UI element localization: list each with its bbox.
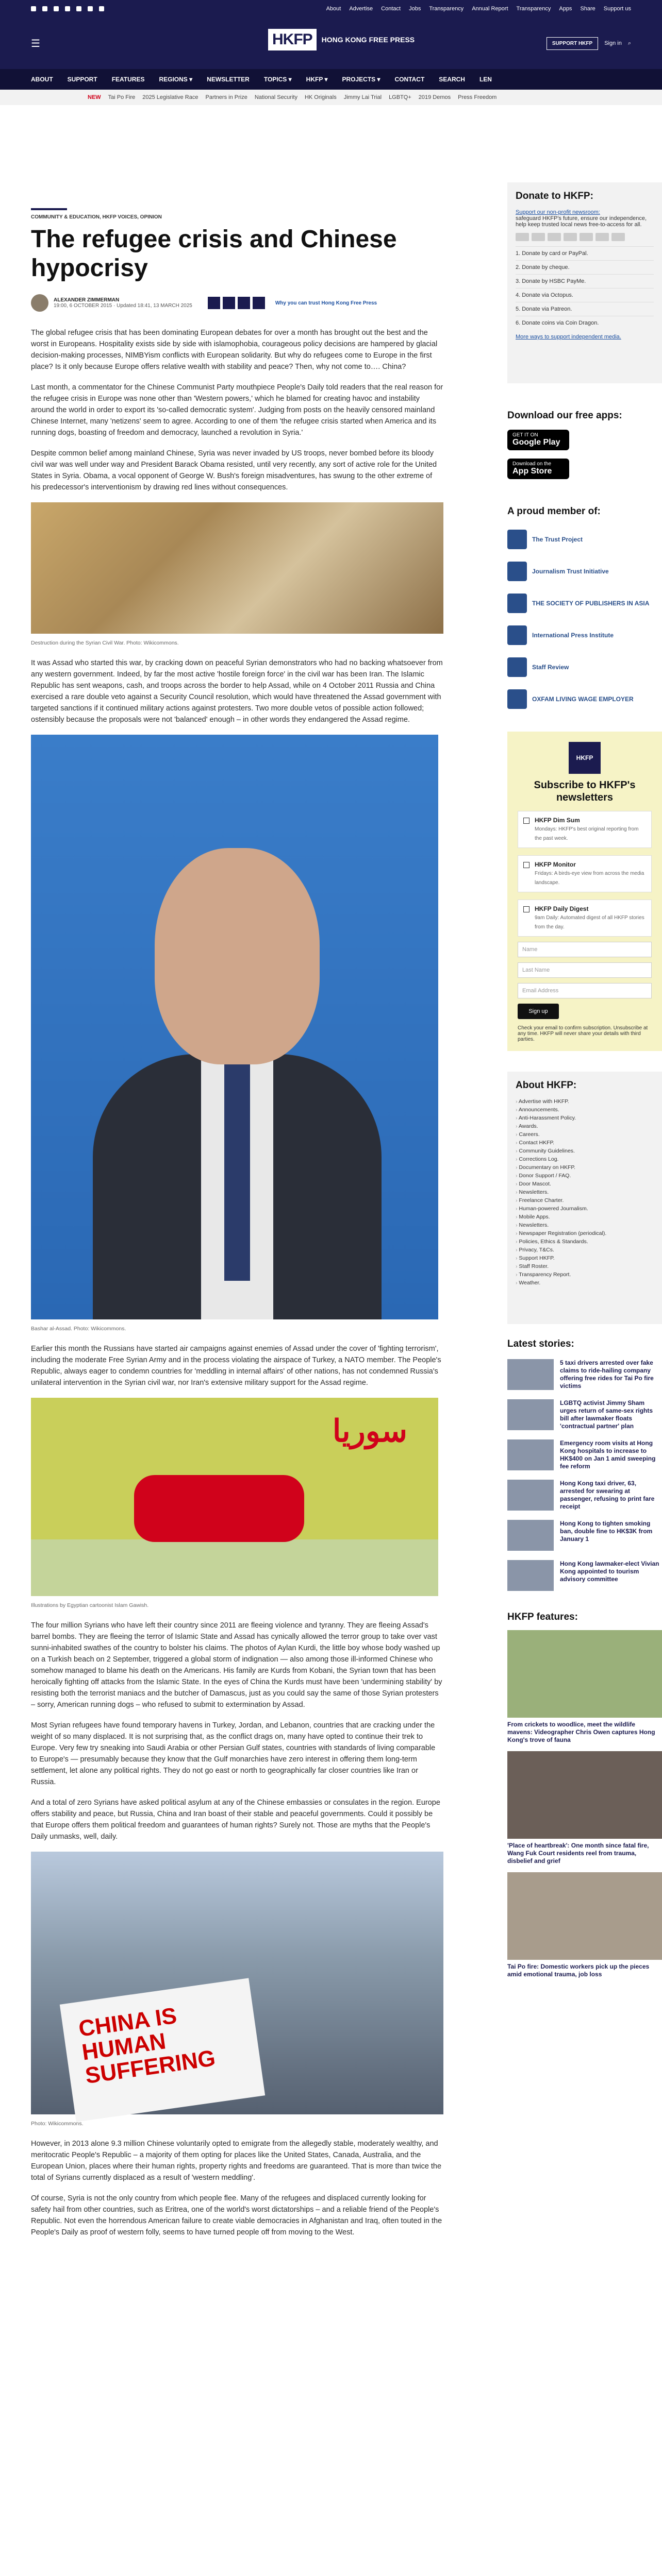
about-link[interactable]: › Human-powered Journalism. <box>516 1205 654 1213</box>
donate-option[interactable]: 1. Donate by card or PayPal. <box>516 246 654 260</box>
newsletter-box <box>507 732 662 1051</box>
member-section <box>507 506 662 709</box>
about-link[interactable]: › Support HKFP. <box>516 1254 654 1262</box>
checkbox[interactable] <box>523 862 529 868</box>
share-email-icon[interactable] <box>253 297 265 309</box>
last-name-input[interactable]: Last Name <box>518 962 652 978</box>
octopus-icon <box>595 233 609 241</box>
paragraph: Most Syrian refugees have found temporary havens in Turkey, Jordan, and Lebanon, countries that are cracking under the weight of so many displaced. It is not surprising that, as the conflict drags on, many have opted to continue their trek to Europe. Very few try sneaking into Saudi Arabia or other Persian Gulf states, countries with standards of living comparable to Europe's — presumably because they know that the Gulf monarchies have zero interest in offering them long-term settlement, let alone any political rights. They do not go east or north to geographically far closer countries like Iran or Russia. <box>31 1721 436 1786</box>
newsletter-desc: Fridays: A birds-eye view from across the media landscape. <box>535 871 644 886</box>
trending-item[interactable]: LGBTQ+ <box>389 94 411 100</box>
trust-link[interactable]: Why you can trust Hong Kong Free Press <box>275 300 377 306</box>
article-body <box>31 327 443 2238</box>
app-store-small: Download on the <box>512 461 552 467</box>
photo-caption: Destruction during the Syrian Civil War. Photo: Wikicommons. <box>31 640 179 646</box>
youtube-icon[interactable] <box>65 6 70 11</box>
share-facebook-icon[interactable] <box>208 297 220 309</box>
newsletter-option[interactable] <box>518 811 652 848</box>
member-title: A proud member of: <box>507 506 601 517</box>
linkedin-icon[interactable] <box>76 6 81 11</box>
photo-caption: Illustrations by Egyptian cartoonist Islam Gawish. <box>31 1602 149 1608</box>
story-title[interactable]: Hong Kong taxi driver, 63, arrested for swearing at passenger, refusing to print fare receipt <box>560 1480 655 1510</box>
photo-caption: Photo: Wikicommons. <box>31 2121 84 2127</box>
newsletter-desc: 9am Daily: Automated digest of all HKFP stories from the day. <box>535 915 644 930</box>
about-link[interactable]: › Policies, Ethics & Standards. <box>516 1238 654 1246</box>
member-label: Journalism Trust Initiative <box>532 568 609 575</box>
about-title: About HKFP: <box>516 1080 577 1091</box>
title-rule <box>31 208 67 210</box>
top-link[interactable]: Share <box>580 6 595 12</box>
about-link[interactable]: › Privacy, T&Cs. <box>516 1246 654 1254</box>
paragraph: It was Assad who started this war, by cracking down on peaceful Syrian demonstrators who had no backing whatsoever from any western government. Indeed, by far the most active 'hostile foreign force' in the civil war has been Iran. The Islamic Republic has sent weapons, cash, and troops across the border to help Assad, while on 4 October 2011 Russia and China exercised a rare double veto against a Security Council resolution, which would have threatened the Assad government with targeted sanctions if it continued military actions against protesters. Two more double vetos of possible action followed; ostensibly because the proposals were not 'balanced' enough – in other words they endangered the Assad regime. <box>31 659 443 724</box>
about-link[interactable]: › Newsletters. <box>516 1221 654 1229</box>
trending-item[interactable]: HK Originals <box>304 94 337 100</box>
donate-text: safeguard HKFP's future, ensure our independence, help keep trusted local news free-to-access for all. <box>516 215 647 228</box>
trending-label: NEW <box>88 94 101 100</box>
about-list <box>516 1097 654 1287</box>
nav-item[interactable]: CONTACT <box>394 76 425 83</box>
trending-item[interactable]: Press Freedom <box>458 94 497 100</box>
member-logo[interactable] <box>507 625 662 645</box>
member-label: THE SOCIETY OF PUBLISHERS IN ASIA <box>532 600 650 607</box>
trending-item[interactable]: 2025 Legislative Race <box>142 94 198 100</box>
feature-image <box>507 1751 662 1839</box>
about-link[interactable]: › Advertise with HKFP. <box>516 1097 654 1106</box>
about-link[interactable]: › Community Guidelines. <box>516 1147 654 1155</box>
paragraph: Earlier this month the Russians have started air campaigns against enemies of Assad under the cover of 'fighting terrorism', including the moderate Free Syrian Army and in the process violating the airspace of Turkey, a NATO member. The People's Republic, always eager to condemn countries for 'meddling in internal affairs' of other nations, has not condemned Russia's unilateral intervention in the Syrian civil war, nor Iran's extensive military support for the Assad regime. <box>31 1345 441 1387</box>
about-link[interactable]: › Announcements. <box>516 1106 654 1114</box>
member-label: The Trust Project <box>532 536 583 543</box>
top-link[interactable]: Apps <box>559 6 572 12</box>
about-link[interactable]: › Donor Support / FAQ. <box>516 1172 654 1180</box>
member-label: International Press Institute <box>532 632 614 639</box>
nav-item[interactable]: ABOUT <box>31 76 53 83</box>
story-item[interactable] <box>507 1480 662 1511</box>
donate-option[interactable]: 2. Donate by cheque. <box>516 260 654 274</box>
story-thumbnail <box>507 1399 554 1430</box>
payme-icon <box>580 233 593 241</box>
payment-icons <box>516 233 654 241</box>
top-bar <box>0 0 662 18</box>
story-title[interactable]: 5 taxi drivers arrested over fake claims to ride-hailing company offering free rides for Tai Po fire victims <box>560 1359 654 1389</box>
header-actions <box>547 37 631 50</box>
newsletter-note: Check your email to confirm subscription. Unsubscribe at any time. HKFP will never share your details with third parties. <box>518 1025 648 1042</box>
sopa-icon <box>507 594 527 613</box>
story-thumbnail <box>507 1480 554 1511</box>
visa-icon <box>516 233 529 241</box>
google-play-button[interactable] <box>507 430 569 450</box>
trust-project-icon <box>507 530 527 549</box>
paragraph: Last month, a commentator for the Chinese Communist Party mouthpiece People's Daily told readers that the real reason for the refugee crisis in Europe was none other than 'Western powers,' which he blamed for creating havoc and instability around the world in order to export its 'so-called democratic system'. Judging from posts on the heavily censored mainland Chinese Internet, many 'netizens' seem to agree. According to one of them 'the refugee crisis started when America and its running dogs, boasting of freedom and democracy, launched a revolution in Syria.' <box>31 383 443 437</box>
google-play-label: Google Play <box>512 438 560 447</box>
newsletter-desc: Mondays: HKFP's best original reporting from the past week. <box>535 826 639 841</box>
email-input[interactable]: Email Address <box>518 983 652 998</box>
cartoon-illustration <box>31 1398 438 1596</box>
about-link[interactable]: › Contact HKFP. <box>516 1139 654 1147</box>
amex-icon <box>548 233 561 241</box>
feature-item[interactable] <box>507 1751 662 1865</box>
member-label: Staff Review <box>532 664 569 671</box>
social-icons <box>31 6 104 11</box>
member-logo[interactable] <box>507 689 662 709</box>
nav-item[interactable]: LEN <box>479 76 492 83</box>
ipi-icon <box>507 625 527 645</box>
nav-item[interactable]: FEATURES <box>111 76 145 83</box>
app-store-label: App Store <box>512 467 552 476</box>
about-link[interactable]: › Transparency Report. <box>516 1270 654 1279</box>
photo-face <box>155 848 320 1064</box>
feature-title[interactable]: From crickets to woodlice, meet the wildlife mavens: Videographer Chris Owen captures Hong Kong's trove of fauna <box>507 1721 655 1743</box>
about-link[interactable]: › Freelance Charter. <box>516 1196 654 1205</box>
about-box <box>507 1072 662 1324</box>
about-link[interactable]: › Mobile Apps. <box>516 1213 654 1221</box>
jti-icon <box>507 562 527 581</box>
donate-link[interactable]: Support our non-profit newsroom: <box>516 209 600 215</box>
story-item[interactable] <box>507 1439 662 1470</box>
story-thumbnail <box>507 1439 554 1470</box>
protest-sign: CHINA IS HUMAN SUFFERING <box>60 1978 265 2122</box>
about-link[interactable]: › Careers. <box>516 1130 654 1139</box>
member-logo[interactable] <box>507 530 662 549</box>
trending-item[interactable]: 2019 Demos <box>418 94 451 100</box>
instagram-icon[interactable] <box>54 6 59 11</box>
mastercard-icon <box>532 233 545 241</box>
story-title[interactable]: Emergency room visits at Hong Kong hospitals to increase to HK$400 on Jan 1 amid sweeping fee reform <box>560 1439 656 1470</box>
nav-item[interactable]: SEARCH <box>439 76 465 83</box>
newsletter-logo: HKFP <box>569 742 601 774</box>
about-link[interactable]: › Staff Roster. <box>516 1262 654 1270</box>
logo-box: HKFP <box>268 29 317 50</box>
feature-title[interactable]: 'Place of heartbreak': One month since fatal fire, Wang Fuk Court residents reel from trauma, disbelief and grief <box>507 1842 649 1865</box>
signup-button[interactable]: Sign up <box>518 1004 559 1019</box>
article <box>31 105 443 2247</box>
nav-item[interactable]: PROJECTS ▾ <box>342 76 380 83</box>
apps-section <box>507 410 662 479</box>
top-links <box>114 6 631 12</box>
paragraph: The global refugee crisis that has been dominating European debates for over a month has brought out the best and the worst in Europeans. Hospitality exists side by side with islamophobia, courageous policy decisions are hampered by glacial decision-making processes, NIMBYism conflicts with European solidarity. But why do refugees come to Europe in the first place? Is it only because Europe offers relative wealth with stability and peace? Then, why not come to…. China? <box>31 329 438 371</box>
telegram-icon[interactable] <box>88 6 93 11</box>
member-logo[interactable] <box>507 657 662 677</box>
trending-item[interactable]: Tai Po Fire <box>108 94 136 100</box>
feature-item[interactable] <box>507 1872 662 1978</box>
about-link[interactable]: › Door Mascot. <box>516 1180 654 1188</box>
checkbox[interactable] <box>523 818 529 824</box>
signin-link[interactable]: Sign in <box>604 40 622 46</box>
latest-stories <box>507 1338 662 1591</box>
top-link[interactable]: About <box>326 6 341 12</box>
top-link[interactable]: Transparency <box>429 6 464 12</box>
feature-title[interactable]: Tai Po fire: Domestic workers pick up the pieces amid emotional trauma, job loss <box>507 1963 650 1978</box>
story-item[interactable] <box>507 1359 662 1390</box>
twitter-icon[interactable] <box>42 6 47 11</box>
top-link[interactable]: Transparency <box>516 6 551 12</box>
story-title[interactable]: Hong Kong lawmaker-elect Vivian Kong appointed to tourism advisory committee <box>560 1560 659 1583</box>
trending-item[interactable]: Jimmy Lai Trial <box>343 94 382 100</box>
sidebar <box>507 105 662 2247</box>
apps-title: Download our free apps: <box>507 410 622 421</box>
author-avatar <box>31 294 48 312</box>
about-link[interactable]: › Weather. <box>516 1279 654 1287</box>
story-item[interactable] <box>507 1520 662 1551</box>
member-label: OXFAM LIVING WAGE EMPLOYER <box>532 696 634 703</box>
checkbox[interactable] <box>523 906 529 912</box>
feature-image <box>507 1872 662 1960</box>
rss-icon[interactable] <box>99 6 104 11</box>
about-link[interactable]: › Awards. <box>516 1122 654 1130</box>
newsletter-name: HKFP Daily Digest <box>535 905 589 912</box>
author-name[interactable]: ALEXANDER ZIMMERMAN <box>54 297 120 303</box>
about-link[interactable]: › Corrections Log. <box>516 1155 654 1163</box>
nav-item[interactable]: REGIONS ▾ <box>159 76 193 83</box>
patreon-icon <box>611 233 625 241</box>
facebook-icon[interactable] <box>31 6 36 11</box>
donate-option[interactable]: 4. Donate via Octopus. <box>516 288 654 302</box>
top-link[interactable]: Annual Report <box>472 6 508 12</box>
about-link[interactable]: › Documentary on HKFP. <box>516 1163 654 1172</box>
article-date: 19:00, 6 OCTOBER 2015 · Updated 18:41, 13 MARCH 2025 <box>54 303 192 309</box>
staff-review-icon <box>507 657 527 677</box>
cartoon-child <box>134 1475 304 1542</box>
article-title: The refugee crisis and Chinese hypocrisy <box>31 226 397 282</box>
support-button[interactable]: SUPPORT HKFP <box>547 37 598 50</box>
story-item[interactable] <box>507 1560 662 1591</box>
app-store-button[interactable] <box>507 459 569 479</box>
member-logo[interactable] <box>507 562 662 581</box>
paragraph: Of course, Syria is not the only country from which people flee. Many of the refugees and displaced currently looking for safety hail from other countries, such as Eritrea, one of the world's worst dictatorships – and a reliable friend of the People's Republic. Not even the horrendous American failure to create viable democracies in Afghanistan and Iraq, often touted in the People's Daily as proof of western folly, seems to have turned people off from moving to the West. <box>31 2194 442 2236</box>
share-twitter-icon[interactable] <box>223 297 235 309</box>
share-buttons <box>208 297 265 309</box>
cartoon-sea <box>31 1539 438 1596</box>
nav-item[interactable]: SUPPORT <box>67 76 97 83</box>
about-link[interactable]: › Newsletters. <box>516 1188 654 1196</box>
story-title[interactable]: Hong Kong to tighten smoking ban, double fine to HK$3K from January 1 <box>560 1520 653 1543</box>
donate-option[interactable]: 6. Donate coins via Coin Dragon. <box>516 316 654 330</box>
syria-destruction-photo <box>31 502 443 634</box>
trending-item[interactable]: Partners in Prize <box>205 94 247 100</box>
donate-title: Donate to HKFP: <box>516 191 593 201</box>
newsletter-option[interactable] <box>518 900 652 937</box>
site-logo[interactable] <box>268 29 415 50</box>
donate-option[interactable]: 5. Donate via Patreon. <box>516 302 654 316</box>
paypal-icon <box>564 233 577 241</box>
donate-more-link[interactable]: More ways to support independent media. <box>516 334 621 340</box>
photo-caption: Bashar al-Assad. Photo: Wikicommons. <box>31 1326 126 1332</box>
article-category[interactable]: COMMUNITY & EDUCATION, HKFP VOICES, OPINION <box>31 214 162 220</box>
nav-item[interactable]: TOPICS ▾ <box>263 76 292 83</box>
paragraph: And a total of zero Syrians have asked political asylum at any of the Chinese embassies or consulates in the region. Europe offers stability and peace, but Russia, China and Iran boast of their stable and peaceful governments. Could it possibly be that Europe offers them political freedom and guarantees of human rights? Surely not. Those are myths that the People's Daily unmasks, well, daily. <box>31 1799 440 1841</box>
about-link[interactable]: › Newspaper Registration (periodical). <box>516 1229 654 1238</box>
top-link[interactable]: Advertise <box>349 6 373 12</box>
google-play-small: GET IT ON <box>512 432 538 438</box>
donate-box <box>507 182 662 383</box>
features-title: HKFP features: <box>507 1612 578 1622</box>
story-thumbnail <box>507 1520 554 1551</box>
story-thumbnail <box>507 1560 554 1591</box>
top-link[interactable]: Contact <box>381 6 401 12</box>
paragraph: However, in 2013 alone 9.3 million Chinese voluntarily opted to emigrate from the allegedly stable, moderately wealthy, and meritocratic People's Republic – a majority of them opting for places like the United States, Canada, Australia, and the European Union, places where their human rights, property rights and freedoms are guaranteed. That is more than twice the total of Syrians currently displaced as a result of 'western meddling'. <box>31 2140 442 2182</box>
byline <box>31 294 443 312</box>
cartoon-text: سوريا <box>332 1414 407 1448</box>
site-header <box>0 18 662 69</box>
share-whatsapp-icon[interactable] <box>238 297 250 309</box>
newsletter-name: HKFP Dim Sum <box>535 817 580 824</box>
feature-item[interactable] <box>507 1630 662 1744</box>
top-link[interactable]: Jobs <box>409 6 421 12</box>
logo-text: HONG KONG FREE PRESS <box>321 36 415 44</box>
story-title[interactable]: LGBTQ activist Jimmy Sham urges return of same-sex rights bill after lawmaker floats 'contractual partner' plan <box>560 1399 653 1430</box>
donate-option[interactable]: 3. Donate by HSBC PayMe. <box>516 274 654 288</box>
oxfam-icon <box>507 689 527 709</box>
paragraph: The four million Syrians who have left their country since 2011 are fleeing violence and tyranny. They are fleeing Assad's barrel bombs. They are fleeing the terror of Islamic State and Assad has cynically allowed the terror group to take over vast sunni-inhabited swathes of the country to bolster his claims. The photos of Aylan Kurdi, the little boy whose body washed up on a Turkish beach on 2 September, triggered a global storm of indignation — also among those ill-informed Chinese who somehow managed to blame his death on the Americans. His family are Kurds from Kobani, the Syrian town that has been heroically fighting off attacks from the Islamic State. In the eyes of China the Kurds must have been 'undermining stability' by resisting both the terrorist maniacs and the butcher of Damascus, just as you could say the same of those Syrian protesters – sorry, American running dogs – who refused to submit to extermination by Assad. <box>31 1621 442 1709</box>
story-item[interactable] <box>507 1399 662 1430</box>
trending-item[interactable]: National Security <box>254 94 297 100</box>
main-nav <box>0 69 662 90</box>
top-link[interactable]: Support us <box>603 6 631 12</box>
latest-title: Latest stories: <box>507 1338 574 1349</box>
newsletter-name: HKFP Monitor <box>535 861 576 868</box>
nav-item[interactable]: NEWSLETTER <box>207 76 250 83</box>
member-logo[interactable] <box>507 594 662 613</box>
story-thumbnail <box>507 1359 554 1390</box>
protest-photo <box>31 1852 443 2114</box>
menu-icon[interactable]: ☰ <box>31 38 40 49</box>
trending-bar <box>0 90 662 105</box>
features-section <box>507 1612 662 1978</box>
newsletter-option[interactable] <box>518 855 652 892</box>
nav-item[interactable]: HKFP ▾ <box>306 76 328 83</box>
feature-image <box>507 1630 662 1718</box>
assad-photo <box>31 735 438 1319</box>
photo-tie <box>224 1064 250 1281</box>
name-input[interactable]: Name <box>518 942 652 957</box>
search-icon[interactable]: ⌕ <box>627 40 631 46</box>
paragraph: Despite common belief among mainland Chinese, Syria was never invaded by US troops, never bombed before its bloody civil war was well under way and President Barack Obama resisted, until very recently, any sort of active role for the United States in Syria. Obama, a vocal opponent of George W. Bush's foreign misadventures, has swung to the other extreme of his predecessor's interventionism by drawing red lines without consequences. <box>31 449 437 492</box>
newsletter-title: Subscribe to HKFP's newsletters <box>534 779 636 803</box>
about-link[interactable]: › Anti-Harassment Policy. <box>516 1114 654 1122</box>
